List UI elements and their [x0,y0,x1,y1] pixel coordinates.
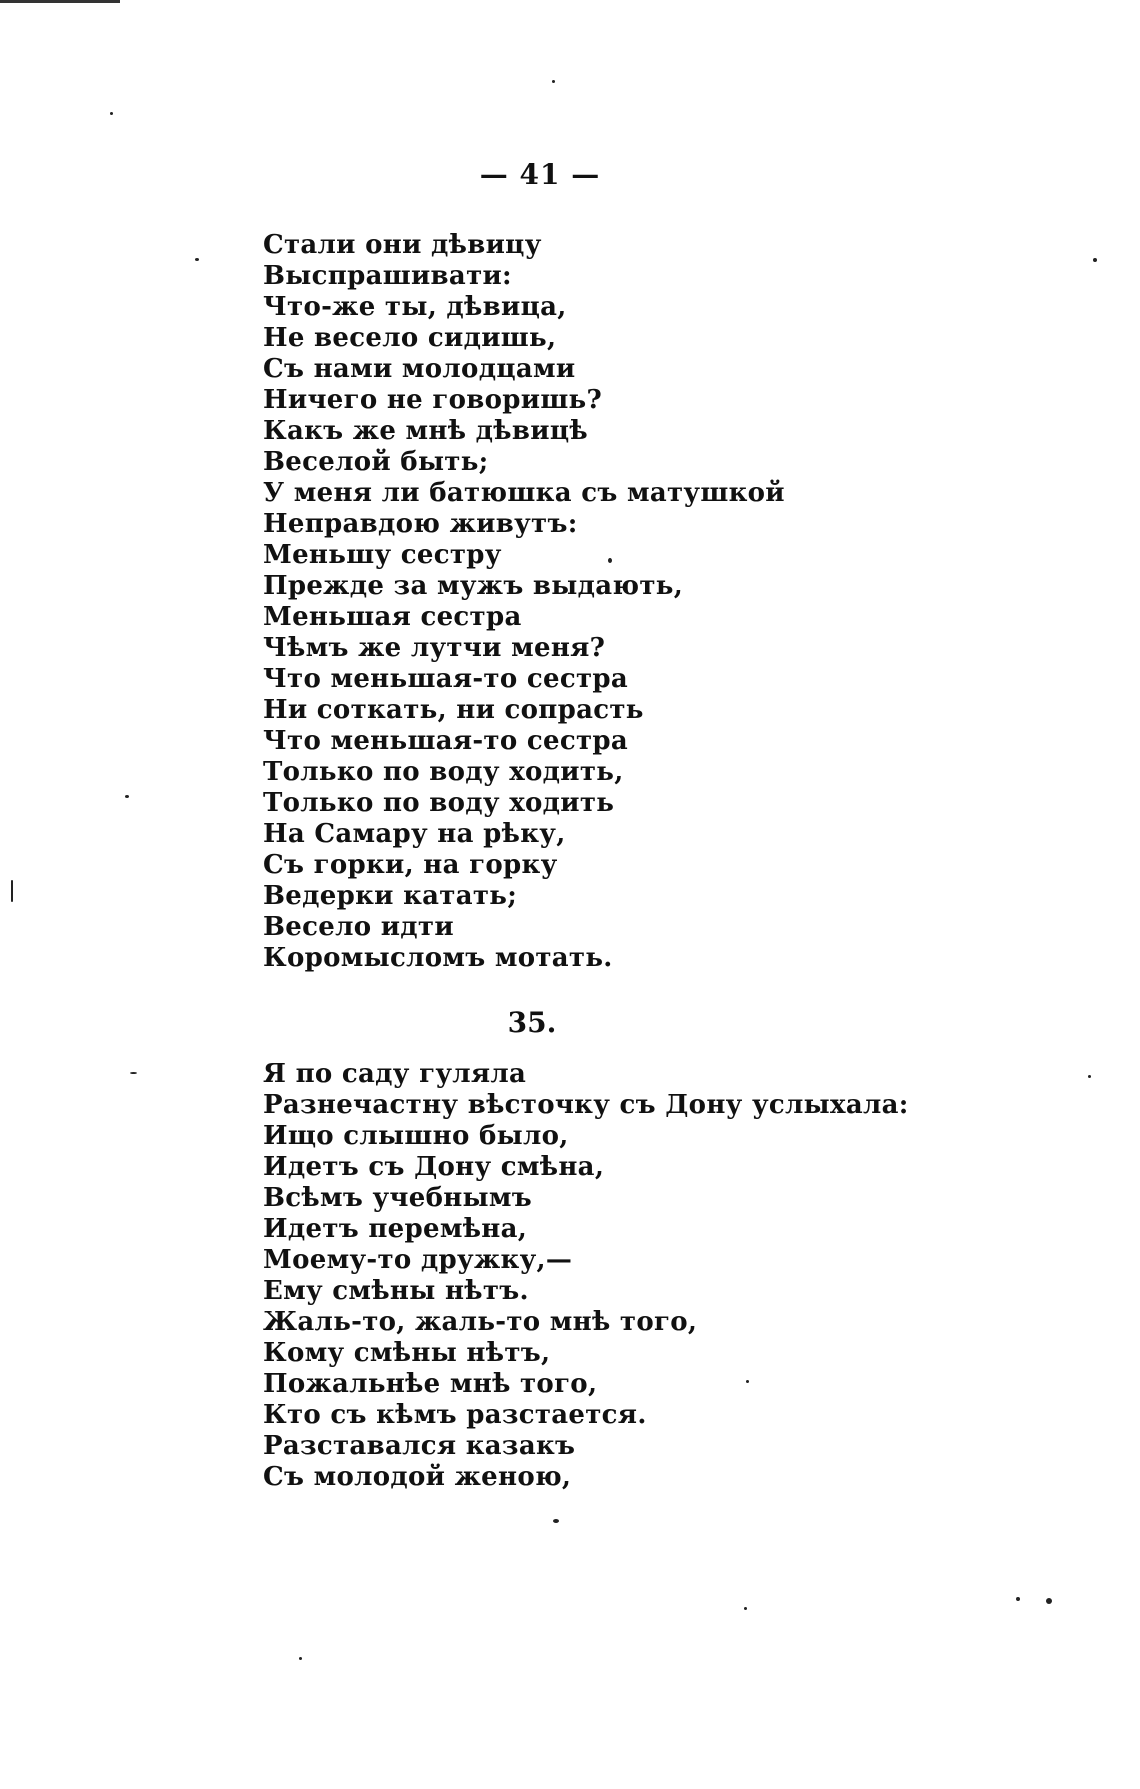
verse-line: Всѣмъ учебнымъ [263,1183,533,1213]
verse-line: Ищо слышно было, [263,1121,569,1151]
top-edge-rule [0,0,120,3]
scan-speck [608,558,612,563]
verse-line: У меня ли батюшка съ матушкой [263,478,785,508]
verse-line: Что-же ты, дѣвица, [263,292,567,322]
verse-line: Разнечастну вѣсточку съ Дону услыхала: [263,1090,909,1120]
verse-line: Что меньшая-то сестра [263,664,628,694]
verse-line: Неправдою живутъ: [263,509,578,539]
verse-line: Моему-то дружку,— [263,1245,573,1275]
verse-line: Идетъ перемѣна, [263,1214,528,1244]
verse-line: Съ горки, на горку [263,850,558,880]
verse-line: Что меньшая-то сестра [263,726,628,756]
scan-speck [553,1519,559,1523]
verse-line: Разставался казакъ [263,1431,576,1461]
verse-line: Не весело сидишь, [263,323,557,353]
verse-line: Весело идти [263,912,454,942]
verse-line: Кто съ кѣмъ разстается. [263,1400,647,1430]
verse-line: Какъ же мнѣ дѣвицѣ [263,416,588,446]
verse-line: Кому смѣны нѣтъ, [263,1338,551,1368]
scan-speck [746,1380,749,1383]
verse-line: Съ молодой женою, [263,1462,572,1492]
verse-line: Меньшу сестру [263,540,502,570]
verse-line: Стали они дѣвицу [263,230,542,260]
scan-speck [195,258,199,261]
verse-line: Ничего не говоришь? [263,385,603,415]
verse-line: Коромысломъ мотать. [263,943,613,973]
verse-line: Прежде за мужъ выдають, [263,571,684,601]
scan-speck [1093,258,1097,262]
verse-line: На Самару на рѣку, [263,819,566,849]
poem-number: 35. [507,1006,557,1039]
verse-line: Только по воду ходить [263,788,615,818]
scan-speck [130,1072,137,1074]
poem-35 [263,1059,909,1493]
scan-speck [299,1657,302,1660]
scan-speck [744,1607,747,1610]
scan-speck [1046,1598,1052,1604]
verse-line: Я по саду гуляла [263,1059,527,1089]
page-number: — 41 — [479,158,601,191]
scan-speck [125,795,129,798]
verse-line: Только по воду ходить, [263,757,624,787]
scan-speck [1016,1597,1020,1601]
verse-line: Ведерки катать; [263,881,518,911]
scan-speck [1088,1075,1091,1078]
verse-line: Пожальнѣе мнѣ того, [263,1369,598,1399]
verse-line: Жаль-то, жаль-то мнѣ того, [263,1307,698,1337]
verse-line: Чѣмъ же лутчи меня? [263,633,606,663]
verse-line: Съ нами молодцами [263,354,576,384]
verse-line: Ни соткать, ни сопрасть [263,695,644,725]
scan-speck [552,80,555,83]
verse-line: Выспрашивати: [263,261,512,291]
poem-continuation [263,230,785,974]
scan-speck [110,112,113,115]
verse-line: Ему смѣны нѣтъ. [263,1276,529,1306]
verse-line: Веселой быть; [263,447,489,477]
scan-speck [11,880,13,902]
verse-line: Меньшая сестра [263,602,522,632]
verse-line: Идетъ съ Дону смѣна, [263,1152,605,1182]
